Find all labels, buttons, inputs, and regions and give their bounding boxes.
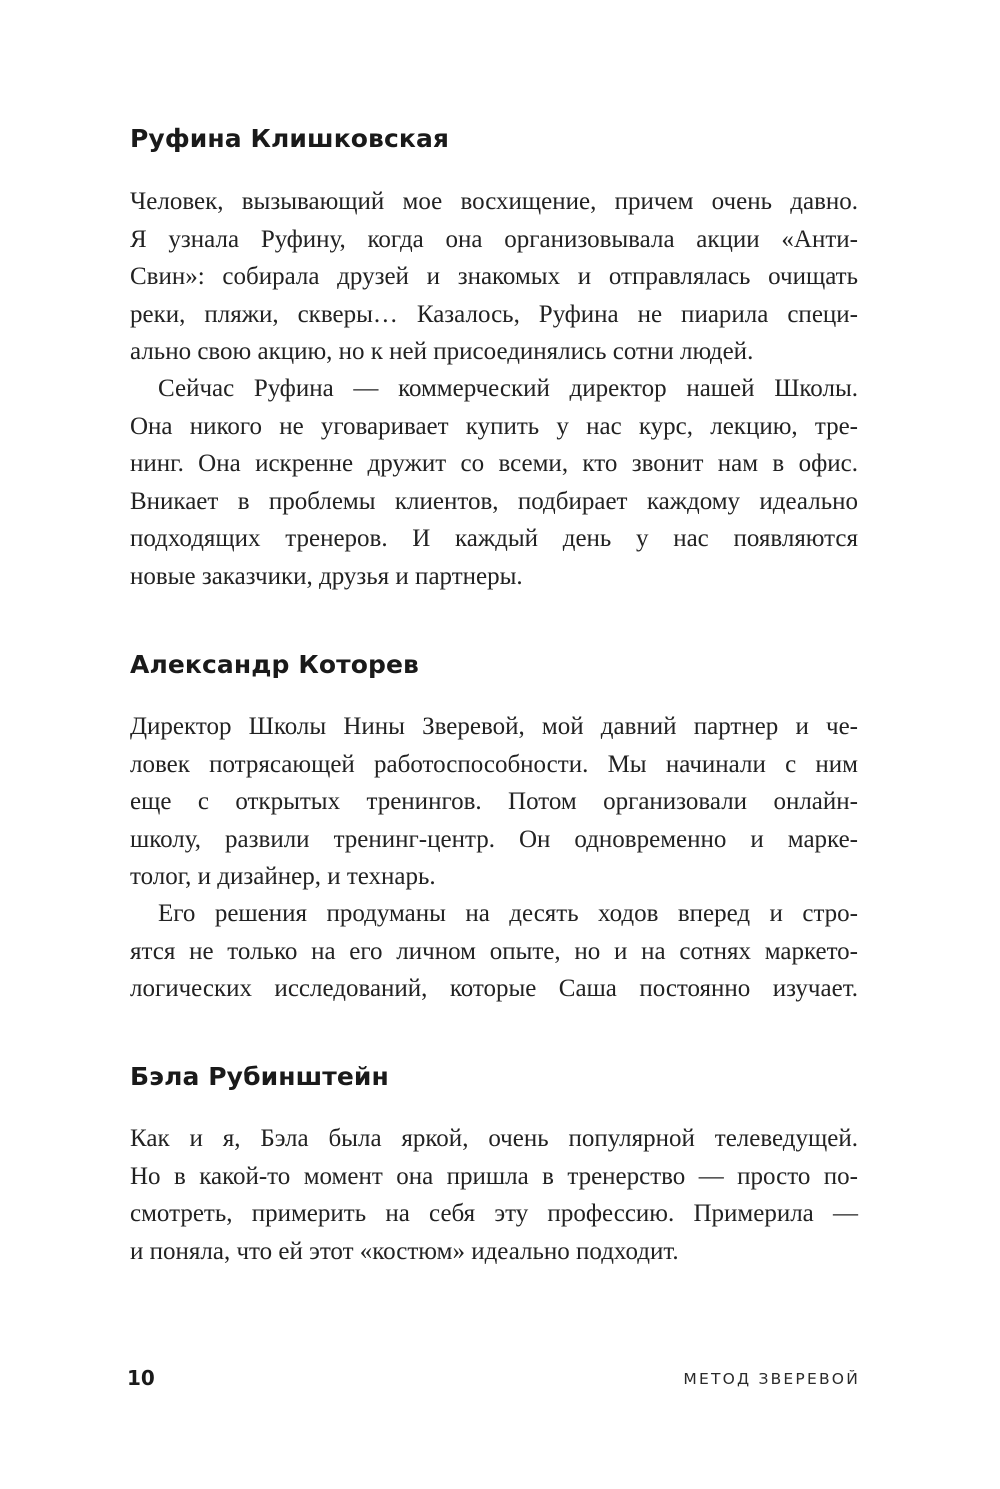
- text-line: Человек, вызывающий мое восхищение, причем очень давно.: [130, 188, 858, 215]
- paragraph: [130, 370, 858, 595]
- text-line: Директор Школы Нины Зверевой, мой давний партнер и че-: [130, 713, 858, 740]
- text-line: Его решения продуманы на десять ходов вперед и стро-: [158, 900, 858, 927]
- section-heading: Руфина Клишковская: [130, 124, 450, 153]
- page-number: 10: [127, 1366, 155, 1390]
- text-line: смотреть, примерить на себя эту профессию. Примерила —: [130, 1200, 858, 1227]
- text-line: Она никого не уговаривает купить у нас курс, лекцию, тре-: [130, 412, 858, 440]
- text-line: и поняла, что ей этот «костюм» идеально подходит.: [130, 1237, 679, 1265]
- paragraph: [130, 183, 858, 371]
- text-line: реки, пляжи, скверы… Казалось, Руфина не пиарила специ-: [130, 300, 858, 328]
- text-line: нинг. Она искренне дружит со всеми, кто звонит нам в офис.: [130, 450, 858, 477]
- text-line: ятся не только на его личном опыте, но и на сотнях маркето-: [130, 937, 858, 965]
- text-line: ально свою акцию, но к ней присоединялись сотни людей.: [130, 338, 754, 365]
- text-line: подходящих тренеров. И каждый день у нас появляются: [130, 525, 858, 552]
- running-head: МЕТОД ЗВЕРЕВОЙ: [683, 1370, 860, 1388]
- text-line: еще с открытых тренингов. Потом организовали онлайн-: [130, 788, 858, 815]
- paragraph: [130, 708, 858, 896]
- text-line: толог, и дизайнер, и технарь.: [130, 863, 436, 890]
- text-line: школу, развили тренинг-центр. Он одновременно и марке-: [130, 825, 858, 853]
- text-line: Я узнала Руфину, когда она организовывала акции «Анти-: [130, 225, 858, 253]
- text-line: Вникает в проблемы клиентов, подбирает каждому идеально: [130, 487, 858, 515]
- text-line: Свин»: собирала друзей и знакомых и отправлялась очищать: [130, 263, 858, 290]
- text-line: логических исследований, которые Саша постоянно изучает.: [130, 975, 858, 1002]
- text-line: Как и я, Бэла была яркой, очень популярной телеведущей.: [130, 1125, 858, 1152]
- paragraph: [130, 1120, 858, 1270]
- text-line: новые заказчики, друзья и партнеры.: [130, 562, 523, 590]
- section-heading: Александр Которев: [130, 650, 419, 679]
- text-line: Сейчас Руфина — коммерческий директор нашей Школы.: [158, 375, 858, 402]
- section-heading: Бэла Рубинштейн: [130, 1062, 389, 1091]
- paragraph: [130, 895, 858, 1008]
- text-line: Но в какой-то момент она пришла в тренерство — просто по-: [130, 1162, 858, 1190]
- text-line: ловек потрясающей работоспособности. Мы начинали с ним: [130, 750, 858, 778]
